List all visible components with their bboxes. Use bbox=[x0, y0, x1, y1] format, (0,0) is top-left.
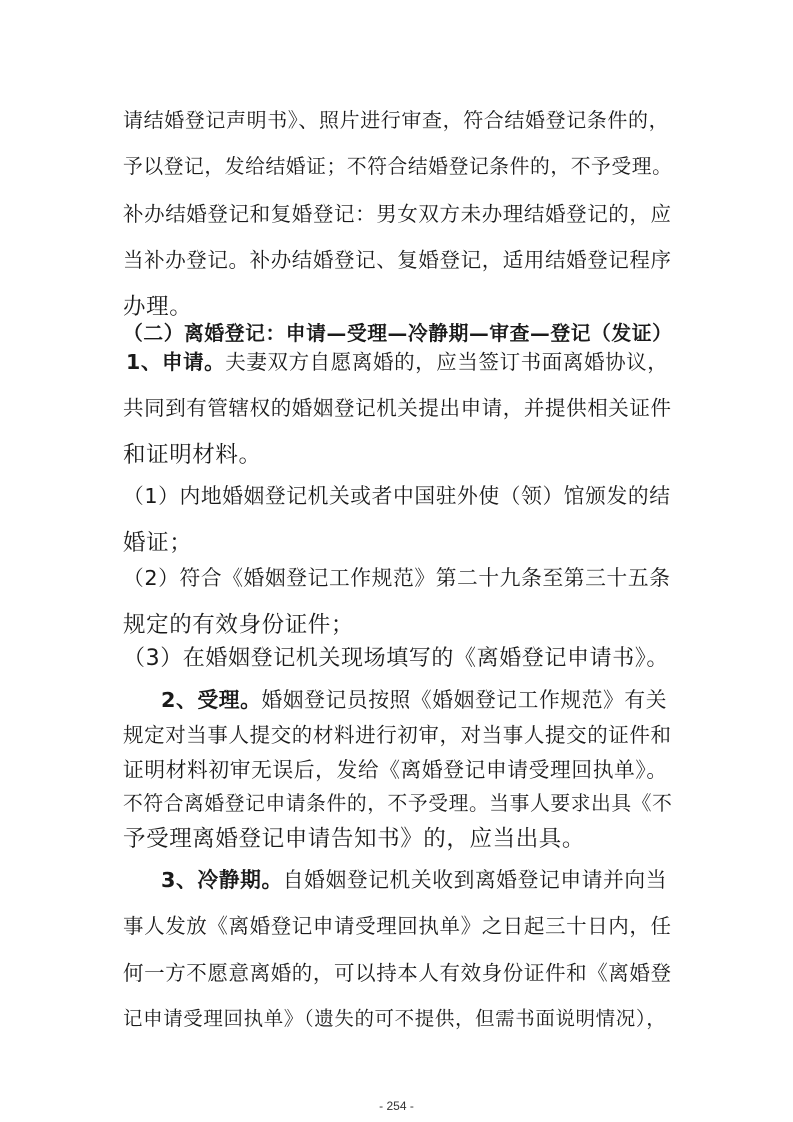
list-item-line: （2）符合《婚姻登记工作规范》第二十九条至第三十五条 bbox=[123, 566, 671, 590]
body-text-line: 予以登记，发给结婚证；不符合结婚登记条件的，不予受理。 bbox=[123, 155, 673, 178]
step-text: 自婚姻登记机关收到离婚登记申请并向当 bbox=[282, 868, 668, 892]
step-text: 婚姻登记员按照《婚姻登记工作规范》有关 bbox=[261, 688, 668, 712]
body-text-line: 办理。 bbox=[123, 294, 193, 320]
list-item-line: （1）内地婚姻登记机关或者中国驻外使（领）馆颁发的结 bbox=[123, 484, 671, 508]
body-text-line: 证明材料初审无误后，发给《离婚登记申请受理回执单》。 bbox=[123, 758, 668, 782]
step-label: 1、申请。 bbox=[126, 350, 226, 374]
section-heading: （二）离婚登记：申请—受理—冷静期—审查—登记（发证） bbox=[123, 322, 673, 345]
body-text-line: 何一方不愿意离婚的，可以持本人有效身份证件和《离婚登 bbox=[123, 961, 672, 985]
page-number: - 254 - bbox=[379, 1099, 414, 1113]
body-text-line bbox=[126, 348, 668, 376]
body-text-line: 当补办登记。补办结婚登记、复婚登记，适用结婚登记程序 bbox=[123, 248, 672, 272]
body-text-line: 记申请受理回执单》（遗失的可不提供，但需书面说明情况）， bbox=[123, 1007, 667, 1030]
body-text-line bbox=[161, 866, 667, 894]
list-item-line: （3）在婚姻登记机关现场填写的《离婚登记申请书》。 bbox=[123, 646, 669, 671]
body-text-line: 不符合离婚登记申请条件的，不予受理。当事人要求出具《不 bbox=[123, 792, 673, 815]
body-text-line: 请结婚登记声明书》、照片进行审查，符合结婚登记条件的， bbox=[123, 108, 670, 132]
body-text-line: 共同到有管辖权的婚姻登记机关提出申请，并提供相关证件 bbox=[123, 396, 672, 420]
step-label: 2、受理。 bbox=[161, 688, 262, 712]
body-text-line: 予受理离婚登记申请告知书》的，应当出具。 bbox=[123, 826, 586, 852]
list-item-line: 规定的有效身份证件； bbox=[123, 612, 355, 638]
step-text: 夫妻双方自愿离婚的，应当签订书面离婚协议， bbox=[225, 350, 669, 374]
step-label: 3、冷静期。 bbox=[161, 868, 283, 892]
body-text-line bbox=[161, 686, 667, 714]
list-item-line: 婚证； bbox=[123, 530, 193, 556]
body-text-line: 和证明材料。 bbox=[123, 442, 262, 468]
body-text-line: 规定对当事人提交的材料进行初审，对当事人提交的证件和 bbox=[123, 723, 672, 747]
body-text-line: 事人发放《离婚登记申请受理回执单》之日起三十日内，任 bbox=[123, 914, 672, 938]
body-text-line: 补办结婚登记和复婚登记：男女双方未办理结婚登记的，应 bbox=[123, 202, 672, 226]
